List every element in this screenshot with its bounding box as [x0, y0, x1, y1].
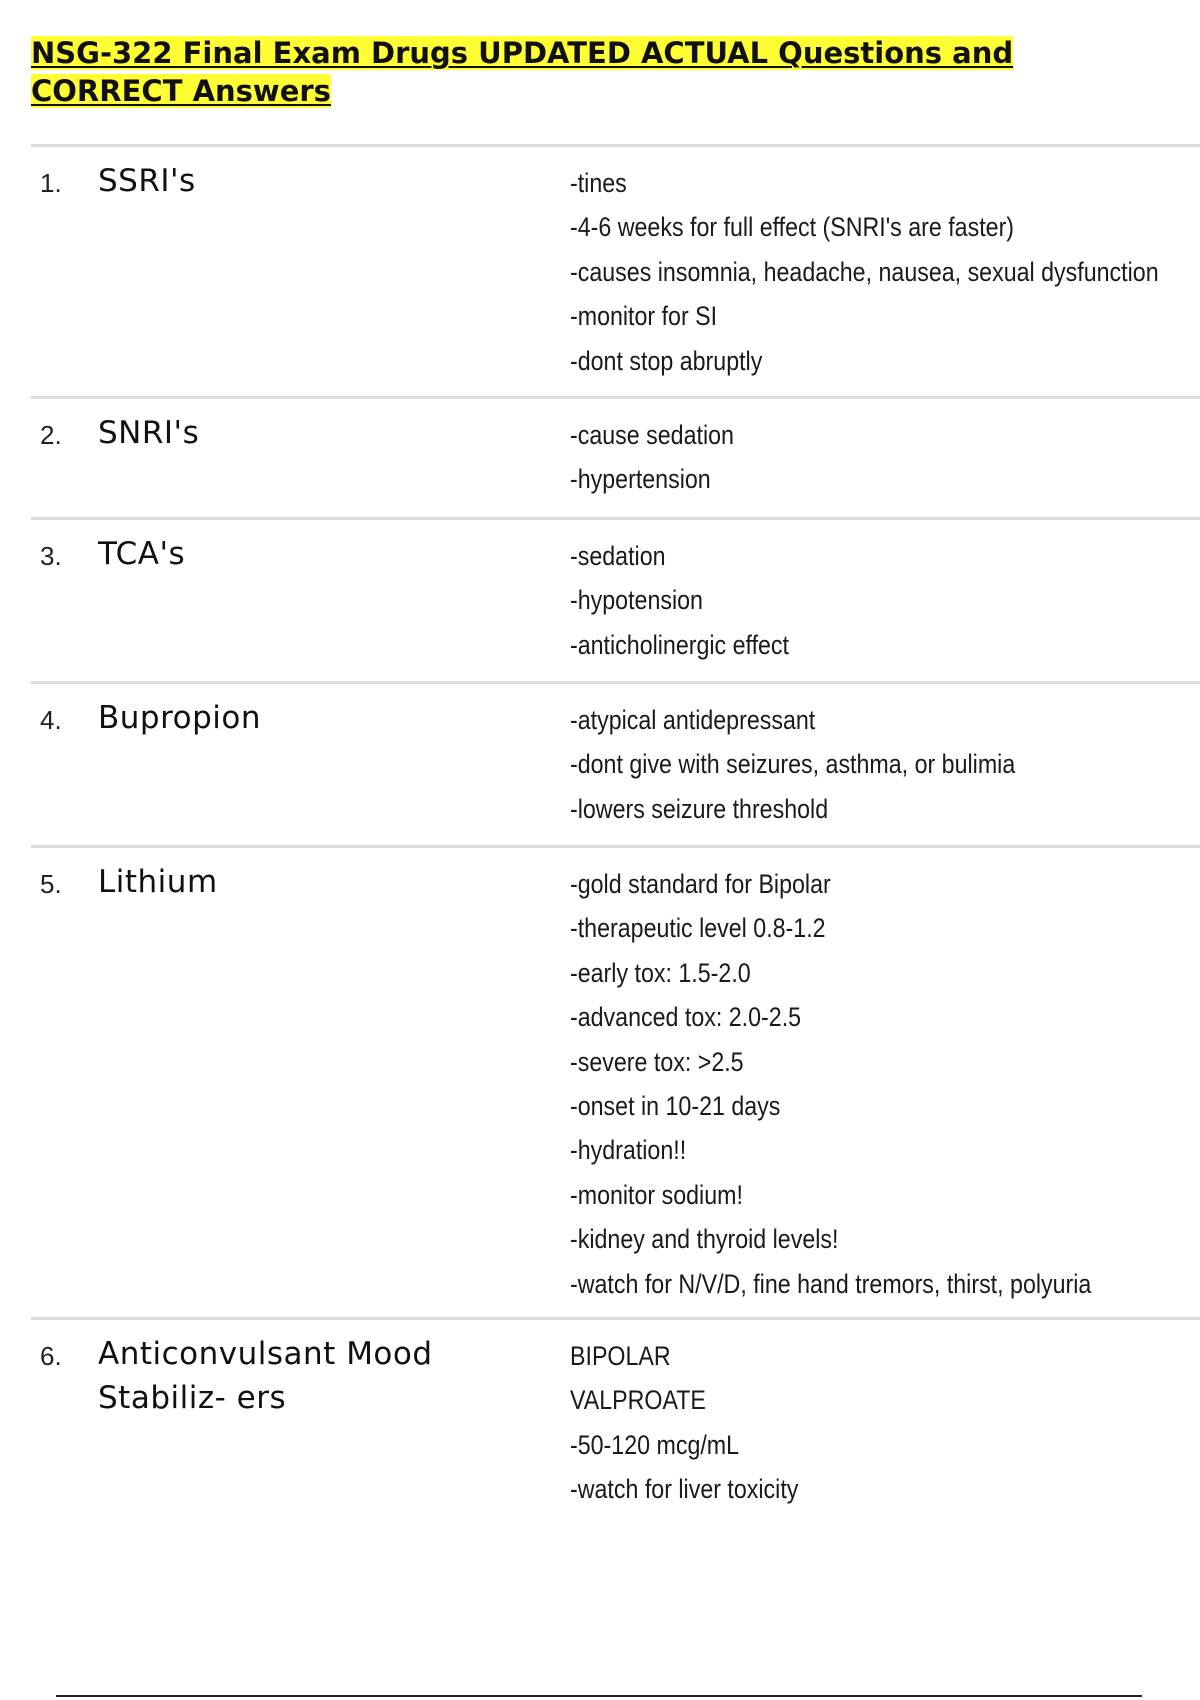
- answer-list: [570, 413, 1103, 502]
- answer-line: -4-6 weeks for full effect (SNRI's are faster): [570, 212, 1015, 243]
- question-term: TCA's: [98, 536, 186, 572]
- footer-rule: [56, 1695, 1142, 1697]
- qa-row-snris: [31, 396, 1200, 517]
- question-number: 2.: [40, 420, 62, 450]
- page-title: [31, 34, 1171, 110]
- answer-line: -watch for N/V/D, fine hand tremors, thirst, polyuria: [570, 1268, 1092, 1299]
- question-term: Anticonvulsant Mood Stabiliz- ers: [98, 1336, 433, 1416]
- question-number: 6.: [40, 1341, 62, 1371]
- answer-line: BIPOLAR: [570, 1341, 671, 1371]
- question-term: Bupropion: [98, 700, 262, 736]
- answer-line: -hypotension: [570, 585, 703, 616]
- answer-list: [570, 534, 1103, 667]
- page-title-text: NSG-322 Final Exam Drugs UPDATED ACTUAL Questions and CORRECT Answers: [31, 36, 1014, 108]
- answer-line: -onset in 10-21 days: [570, 1091, 781, 1122]
- answer-list: [570, 698, 1103, 831]
- answer-line: -therapeutic level 0.8-1.2: [570, 913, 826, 944]
- question-number: 3.: [40, 541, 62, 571]
- answer-line: -hydration!!: [570, 1135, 687, 1166]
- answer-line: -hypertension: [570, 464, 711, 495]
- answer-line: VALPROATE: [570, 1385, 706, 1416]
- question-number: 5.: [40, 869, 62, 899]
- answer-line: -sedation: [570, 541, 666, 571]
- answer-list: [570, 1334, 1103, 1512]
- question-number: 4.: [40, 705, 62, 735]
- qa-row-ssris: [31, 144, 1200, 396]
- qa-row-lithium: [31, 845, 1200, 1317]
- answer-line: -dont stop abruptly: [570, 345, 763, 376]
- answer-line: -advanced tox: 2.0-2.5: [570, 1002, 802, 1033]
- qa-row-bupropion: [31, 681, 1200, 845]
- qa-row-anticonvulsant: [31, 1317, 1200, 1537]
- answer-line: -severe tox: >2.5: [570, 1046, 744, 1077]
- answer-list: [570, 161, 1159, 383]
- question-number: 1.: [40, 168, 62, 198]
- answer-list: [570, 862, 1103, 1306]
- answer-line: -causes insomnia, headache, nausea, sexual dysfunction: [570, 256, 1159, 287]
- answer-line: -monitor sodium!: [570, 1179, 743, 1210]
- answer-line: -kidney and thyroid levels!: [570, 1224, 839, 1255]
- question-term: Lithium: [98, 864, 218, 900]
- answer-line: -early tox: 1.5-2.0: [570, 957, 751, 988]
- question-term: SSRI's: [98, 163, 196, 199]
- answer-line: -atypical antidepressant: [570, 705, 816, 735]
- answer-line: -50-120 mcg/mL: [570, 1429, 740, 1460]
- answer-line: -gold standard for Bipolar: [570, 869, 831, 899]
- answer-line: -dont give with seizures, asthma, or bulimia: [570, 749, 1016, 780]
- answer-line: -monitor for SI: [570, 301, 718, 332]
- answer-line: -anticholinergic effect: [570, 629, 790, 660]
- question-term: SNRI's: [98, 415, 200, 451]
- answer-line: -cause sedation: [570, 420, 734, 450]
- qa-row-tcas: [31, 517, 1200, 681]
- answer-line: -lowers seizure threshold: [570, 793, 829, 824]
- qa-list: [31, 144, 1200, 1537]
- answer-line: -tines: [570, 168, 627, 198]
- answer-line: -watch for liver toxicity: [570, 1474, 799, 1505]
